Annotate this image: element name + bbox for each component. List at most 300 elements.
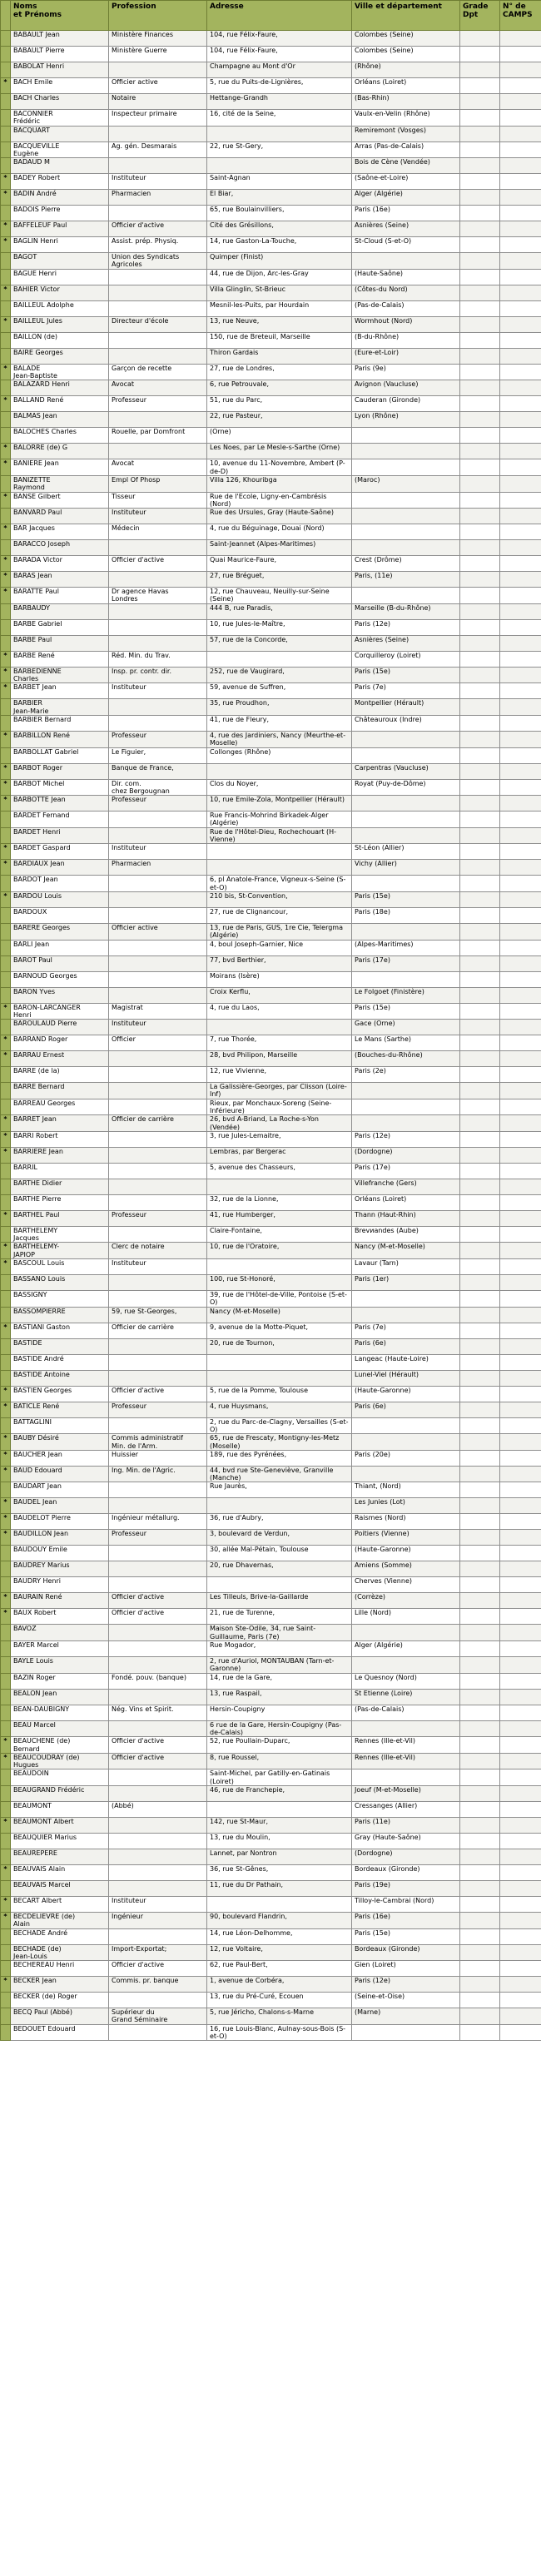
member-grade	[460, 1386, 500, 1402]
member-camp-number	[500, 1609, 541, 1625]
member-address: 12, rue Voltaire,	[207, 1944, 352, 1961]
table-row	[1, 891, 541, 907]
member-name: BAUDEL Jean	[11, 1498, 109, 1514]
member-address: 14, rue Gaston-La-Touche,	[207, 237, 352, 253]
member-address: 14, rue de la Gare,	[207, 1673, 352, 1689]
member-grade	[460, 332, 500, 348]
member-profession	[109, 285, 207, 300]
row-mark: *	[1, 1466, 11, 1482]
member-city: Paris (6e)	[352, 1402, 460, 1417]
row-mark	[1, 1354, 11, 1370]
member-grade	[460, 763, 500, 779]
table-row	[1, 1609, 541, 1625]
member-camp-number	[500, 1641, 541, 1657]
member-city	[352, 540, 460, 556]
member-address: 6, rue Petrouvale,	[207, 380, 352, 396]
row-mark	[1, 1417, 11, 1434]
row-mark	[1, 1226, 11, 1243]
member-name: BARBEDIENNE Charles	[11, 667, 109, 683]
member-grade	[460, 1769, 500, 1786]
member-city: Montpellier (Hérault)	[352, 699, 460, 716]
member-camp-number	[500, 253, 541, 270]
member-grade	[460, 1928, 500, 1944]
member-city: Orléans (Loiret)	[352, 1194, 460, 1210]
member-name: BABOLAT Henri	[11, 62, 109, 78]
member-name: BARDOUX	[11, 907, 109, 923]
member-address: Les Tilleuls, Brive-la-Gaillarde	[207, 1593, 352, 1609]
row-mark: *	[1, 78, 11, 94]
member-name: BARDET Gaspard	[11, 844, 109, 860]
row-mark: *	[1, 396, 11, 412]
member-camp-number	[500, 1993, 541, 2008]
member-grade	[460, 572, 500, 588]
member-grade	[460, 1593, 500, 1609]
row-mark	[1, 126, 11, 141]
table-row	[1, 190, 541, 206]
member-grade	[460, 1226, 500, 1243]
row-mark: *	[1, 1131, 11, 1147]
member-profession	[109, 1482, 207, 1498]
member-grade	[460, 412, 500, 428]
member-profession	[109, 300, 207, 316]
member-city	[352, 747, 460, 763]
member-profession: Instituteur	[109, 174, 207, 190]
member-name: BAROT Paul	[11, 955, 109, 971]
member-camp-number	[500, 285, 541, 300]
member-address: Hettange-Grandh	[207, 94, 352, 110]
member-city: Paris (12e)	[352, 619, 460, 635]
member-address: 142, rue St-Maur,	[207, 1818, 352, 1834]
member-name: BADOIS Pierre	[11, 206, 109, 221]
table-row	[1, 285, 541, 300]
member-name: BAUDOUY Emile	[11, 1546, 109, 1561]
member-camp-number	[500, 269, 541, 285]
member-camp-number	[500, 1291, 541, 1308]
member-camp-number	[500, 844, 541, 860]
row-mark: *	[1, 492, 11, 509]
member-name: BARLI Jean	[11, 940, 109, 955]
row-mark: *	[1, 1818, 11, 1834]
member-camp-number	[500, 540, 541, 556]
member-city: Rennes (Ille-et-Vil)	[352, 1737, 460, 1754]
member-profession	[109, 540, 207, 556]
member-camp-number	[500, 779, 541, 796]
table-row	[1, 206, 541, 221]
member-name: BARDOT Jean	[11, 876, 109, 892]
table-row	[1, 1657, 541, 1674]
member-city: Orléans (Loiret)	[352, 78, 460, 94]
member-camp-number	[500, 1482, 541, 1498]
member-profession: Ministère Finances	[109, 31, 207, 47]
row-mark: *	[1, 1259, 11, 1275]
member-address: 104, rue Félix-Faure,	[207, 47, 352, 62]
member-grade	[460, 174, 500, 190]
member-city: St Etienne (Loire)	[352, 1689, 460, 1705]
member-address: 4, rue du Béguinage, Douai (Nord)	[207, 524, 352, 540]
member-profession	[109, 1338, 207, 1354]
member-grade	[460, 1370, 500, 1386]
member-name: BAUDREY Marius	[11, 1561, 109, 1577]
member-city: (Pas-de-Calais)	[352, 1705, 460, 1720]
member-address: 13, rue de Paris, GUS, 1re Cie, Telergma (Algérie)	[207, 923, 352, 940]
member-profession: Instituteur	[109, 509, 207, 524]
table-row	[1, 78, 541, 94]
table-row	[1, 1210, 541, 1226]
member-camp-number	[500, 126, 541, 141]
member-name: BEAUCHENE (de) Bernard	[11, 1737, 109, 1754]
member-address: 65, rue de Frescaty, Montigny-les-Metz (Moselle)	[207, 1434, 352, 1451]
table-row	[1, 1035, 541, 1051]
member-address: 41, rue Humberger,	[207, 1210, 352, 1226]
row-mark	[1, 31, 11, 47]
member-profession: Ag. gén. Desmarais	[109, 141, 207, 158]
row-mark: *	[1, 1402, 11, 1417]
member-address	[207, 1370, 352, 1386]
member-grade	[460, 31, 500, 47]
member-address: 77, bvd Berthier,	[207, 955, 352, 971]
member-name: BALLAND René	[11, 396, 109, 412]
member-grade	[460, 1115, 500, 1132]
member-city: Vichy (Allier)	[352, 860, 460, 876]
member-profession	[109, 1865, 207, 1881]
member-profession	[109, 715, 207, 731]
member-grade	[460, 1786, 500, 1802]
member-address: 20, rue Dhavernas,	[207, 1561, 352, 1577]
member-camp-number	[500, 1786, 541, 1802]
member-camp-number	[500, 940, 541, 955]
member-name: BASTIANI Gaston	[11, 1323, 109, 1338]
member-city	[352, 2024, 460, 2041]
member-camp-number	[500, 31, 541, 47]
member-profession: Rouelle, par Domfront	[109, 428, 207, 444]
row-mark	[1, 1625, 11, 1641]
member-address: 52, rue Poullain-Duparc,	[207, 1737, 352, 1754]
member-address: 3, rue Jules-Lemaitre,	[207, 1131, 352, 1147]
member-grade	[460, 1083, 500, 1099]
member-name: BAURAIN René	[11, 1593, 109, 1609]
member-grade	[460, 206, 500, 221]
row-mark	[1, 1275, 11, 1291]
table-row	[1, 651, 541, 667]
header-city: Ville et département	[352, 1, 460, 31]
member-city: Gray (Haute-Saône)	[352, 1834, 460, 1849]
member-profession: Empl Of Phosp	[109, 475, 207, 492]
member-grade	[460, 1020, 500, 1035]
member-profession	[109, 412, 207, 428]
member-address: 62, rue Paul-Bert,	[207, 1961, 352, 1977]
row-mark	[1, 1834, 11, 1849]
member-city: Colombes (Seine)	[352, 31, 460, 47]
member-camp-number	[500, 221, 541, 237]
row-mark: *	[1, 524, 11, 540]
row-mark: *	[1, 364, 11, 380]
row-mark: *	[1, 1530, 11, 1546]
member-profession	[109, 1689, 207, 1705]
member-address: Rue Francis-Mohrind Birkadek-Alger (Algérie)	[207, 812, 352, 828]
table-row	[1, 1546, 541, 1561]
member-profession: Clerc de notaire	[109, 1243, 207, 1259]
member-grade	[460, 1434, 500, 1451]
member-name: BARRAND Roger	[11, 1035, 109, 1051]
member-grade	[460, 492, 500, 509]
table-row	[1, 1338, 541, 1354]
member-name: BAUCHER Jean	[11, 1450, 109, 1466]
table-row	[1, 174, 541, 190]
member-city: Les Junies (Lot)	[352, 1498, 460, 1514]
member-name: BECDELIEVRE (de) Alain	[11, 1913, 109, 1929]
member-grade	[460, 110, 500, 127]
member-profession: Pharmacien	[109, 860, 207, 876]
member-name: BARTHELEMY Jacques	[11, 1226, 109, 1243]
member-city	[352, 1099, 460, 1115]
table-row	[1, 603, 541, 619]
row-mark	[1, 1546, 11, 1561]
member-grade	[460, 1035, 500, 1051]
member-grade	[460, 1881, 500, 1897]
member-profession: Huissier	[109, 1450, 207, 1466]
member-name: BADIN André	[11, 190, 109, 206]
member-camp-number	[500, 635, 541, 651]
member-name: BADEY Robert	[11, 174, 109, 190]
member-grade	[460, 1561, 500, 1577]
row-mark	[1, 2008, 11, 2025]
member-city: Thann (Haut-Rhin)	[352, 1210, 460, 1226]
member-address: 3, boulevard de Verdun,	[207, 1530, 352, 1546]
table-row	[1, 1720, 541, 1737]
table-row	[1, 588, 541, 604]
member-grade	[460, 1275, 500, 1291]
member-name: BAIRE Georges	[11, 348, 109, 364]
table-row	[1, 1275, 541, 1291]
member-camp-number	[500, 699, 541, 716]
row-mark	[1, 1657, 11, 1674]
row-mark	[1, 715, 11, 731]
row-mark: *	[1, 891, 11, 907]
table-row	[1, 556, 541, 572]
member-profession	[109, 1849, 207, 1865]
member-camp-number	[500, 683, 541, 699]
member-name: BARNOUD Georges	[11, 971, 109, 987]
member-city: Châteauroux (Indre)	[352, 715, 460, 731]
member-address: 7, rue Thorée,	[207, 1035, 352, 1051]
member-profession	[109, 206, 207, 221]
member-profession	[109, 1226, 207, 1243]
member-grade	[460, 1067, 500, 1083]
member-name: BAGLIN Henri	[11, 237, 109, 253]
row-mark	[1, 94, 11, 110]
member-profession	[109, 1275, 207, 1291]
member-camp-number	[500, 1370, 541, 1386]
member-camp-number	[500, 603, 541, 619]
member-city: (Haute-Saône)	[352, 269, 460, 285]
member-name: BABAULT Jean	[11, 31, 109, 47]
member-name: BARDOU Louis	[11, 891, 109, 907]
member-name: BASTIDE Antoine	[11, 1370, 109, 1386]
member-name: BAGUE Henri	[11, 269, 109, 285]
member-name: BASSANO Louis	[11, 1275, 109, 1291]
member-city: St-Cloud (S-et-O)	[352, 237, 460, 253]
member-address: 444 B, rue Paradis,	[207, 603, 352, 619]
member-profession: Officier d'active	[109, 221, 207, 237]
member-address: 9, avenue de la Motte-Piquet,	[207, 1323, 352, 1338]
member-address: 5, avenue des Chasseurs,	[207, 1163, 352, 1179]
member-city	[352, 444, 460, 459]
member-camp-number	[500, 1354, 541, 1370]
table-row	[1, 1865, 541, 1881]
row-mark	[1, 987, 11, 1003]
table-row	[1, 987, 541, 1003]
member-address: 150, rue de Breteuil, Marseille	[207, 332, 352, 348]
member-camp-number	[500, 667, 541, 683]
member-camp-number	[500, 364, 541, 380]
table-row	[1, 1115, 541, 1132]
member-name: BAUD Edouard	[11, 1466, 109, 1482]
member-profession	[109, 444, 207, 459]
member-address: 12, rue Chauveau, Neuilly-sur-Seine (Seine)	[207, 588, 352, 604]
member-city: (Maroc)	[352, 475, 460, 492]
member-city: Paris (17e)	[352, 1163, 460, 1179]
member-name: BACQUEVILLE Eugène	[11, 141, 109, 158]
member-name: BARDET Henri	[11, 827, 109, 844]
member-camp-number	[500, 332, 541, 348]
member-profession: Officier active	[109, 78, 207, 94]
member-profession: Dir. com. chez Bergougnan	[109, 779, 207, 796]
member-address: 20, rue de Tournon,	[207, 1338, 352, 1354]
member-name: BAHIER Victor	[11, 285, 109, 300]
table-row	[1, 1802, 541, 1818]
member-camp-number	[500, 1434, 541, 1451]
member-grade	[460, 1802, 500, 1818]
member-address: 22, rue St-Gery,	[207, 141, 352, 158]
member-grade	[460, 1546, 500, 1561]
member-name: BANVARD Paul	[11, 509, 109, 524]
member-address: 8, rue Roussel,	[207, 1753, 352, 1769]
member-city	[352, 1417, 460, 1434]
member-address	[207, 158, 352, 174]
member-profession: Médecin	[109, 524, 207, 540]
member-address: Rue des Ursules, Gray (Haute-Saône)	[207, 509, 352, 524]
table-row	[1, 1753, 541, 1769]
member-city: Amiens (Somme)	[352, 1561, 460, 1577]
member-address: 5, rue Jéricho, Chalons-s-Marne	[207, 2008, 352, 2025]
row-mark	[1, 1099, 11, 1115]
member-address: La Galissière-Georges, par Clisson (Loire-Inf)	[207, 1083, 352, 1099]
member-camp-number	[500, 190, 541, 206]
table-row	[1, 1131, 541, 1147]
member-city: Asnières (Seine)	[352, 221, 460, 237]
member-city: Lille (Nord)	[352, 1609, 460, 1625]
row-mark	[1, 971, 11, 987]
member-profession: Instituteur	[109, 844, 207, 860]
member-name: BAILLON (de)	[11, 332, 109, 348]
member-grade	[460, 1657, 500, 1674]
member-address: 5, rue de la Pomme, Toulouse	[207, 1386, 352, 1402]
member-grade	[460, 221, 500, 237]
row-mark	[1, 1993, 11, 2008]
member-grade	[460, 1194, 500, 1210]
row-mark	[1, 1338, 11, 1354]
member-camp-number	[500, 475, 541, 492]
member-profession: Ingénieur métallurg.	[109, 1514, 207, 1530]
member-camp-number	[500, 971, 541, 987]
member-profession: Professeur	[109, 1530, 207, 1546]
member-name: BACONNIER Frédéric	[11, 110, 109, 127]
member-city: Le Mans (Sarthe)	[352, 1035, 460, 1051]
member-camp-number	[500, 907, 541, 923]
member-camp-number	[500, 1194, 541, 1210]
member-profession: Pharmacien	[109, 190, 207, 206]
member-name: BACH Charles	[11, 94, 109, 110]
member-profession: Ministère Guerre	[109, 47, 207, 62]
table-row	[1, 1466, 541, 1482]
member-grade	[460, 635, 500, 651]
member-profession	[109, 1786, 207, 1802]
member-address	[207, 1577, 352, 1593]
member-name: BECHEREAU Henri	[11, 1961, 109, 1977]
member-camp-number	[500, 1115, 541, 1132]
member-profession: Import-Exportat;	[109, 1944, 207, 1961]
member-camp-number	[500, 876, 541, 892]
member-camp-number	[500, 731, 541, 747]
member-camp-number	[500, 1338, 541, 1354]
member-grade	[460, 1753, 500, 1769]
member-profession	[109, 699, 207, 716]
table-row	[1, 316, 541, 332]
table-row	[1, 715, 541, 731]
member-name: BARTHE Pierre	[11, 1194, 109, 1210]
member-profession	[109, 1099, 207, 1115]
member-camp-number	[500, 651, 541, 667]
member-profession: Réd. Min. du Trav.	[109, 651, 207, 667]
member-address: Rue Mogador,	[207, 1641, 352, 1657]
member-grade	[460, 47, 500, 62]
member-grade	[460, 556, 500, 572]
member-address: Villa 126, Khouribga	[207, 475, 352, 492]
member-name: BALAZARD Henri	[11, 380, 109, 396]
member-address: 2, rue du Parc-de-Clagny, Versailles (S-et-O)	[207, 1417, 352, 1434]
row-mark	[1, 253, 11, 270]
member-address: Cité des Grésillons,	[207, 221, 352, 237]
member-city: Lyon (Rhône)	[352, 412, 460, 428]
member-camp-number	[500, 556, 541, 572]
member-address: 252, rue de Vaugirard,	[207, 667, 352, 683]
member-name: BEAUMONT Albert	[11, 1818, 109, 1834]
member-camp-number	[500, 1849, 541, 1865]
member-name: BAYER Marcel	[11, 1641, 109, 1657]
row-mark: *	[1, 1609, 11, 1625]
member-name: BEDOUET Edouard	[11, 2024, 109, 2041]
member-city: Paris (9e)	[352, 364, 460, 380]
member-profession	[109, 348, 207, 364]
table-row	[1, 1818, 541, 1834]
table-row	[1, 1530, 541, 1546]
member-grade	[460, 141, 500, 158]
row-mark	[1, 603, 11, 619]
row-mark: *	[1, 285, 11, 300]
member-city: (Haute-Garonne)	[352, 1546, 460, 1561]
table-row	[1, 1514, 541, 1530]
member-address: 4, rue Huysmans,	[207, 1402, 352, 1417]
row-mark	[1, 1802, 11, 1818]
member-city: (Alpes-Maritimes)	[352, 940, 460, 955]
member-camp-number	[500, 47, 541, 62]
member-profession: Avocat	[109, 459, 207, 476]
table-row	[1, 1370, 541, 1386]
member-grade	[460, 1641, 500, 1657]
table-row	[1, 380, 541, 396]
member-grade	[460, 779, 500, 796]
member-name: BAUDRY Henri	[11, 1577, 109, 1593]
